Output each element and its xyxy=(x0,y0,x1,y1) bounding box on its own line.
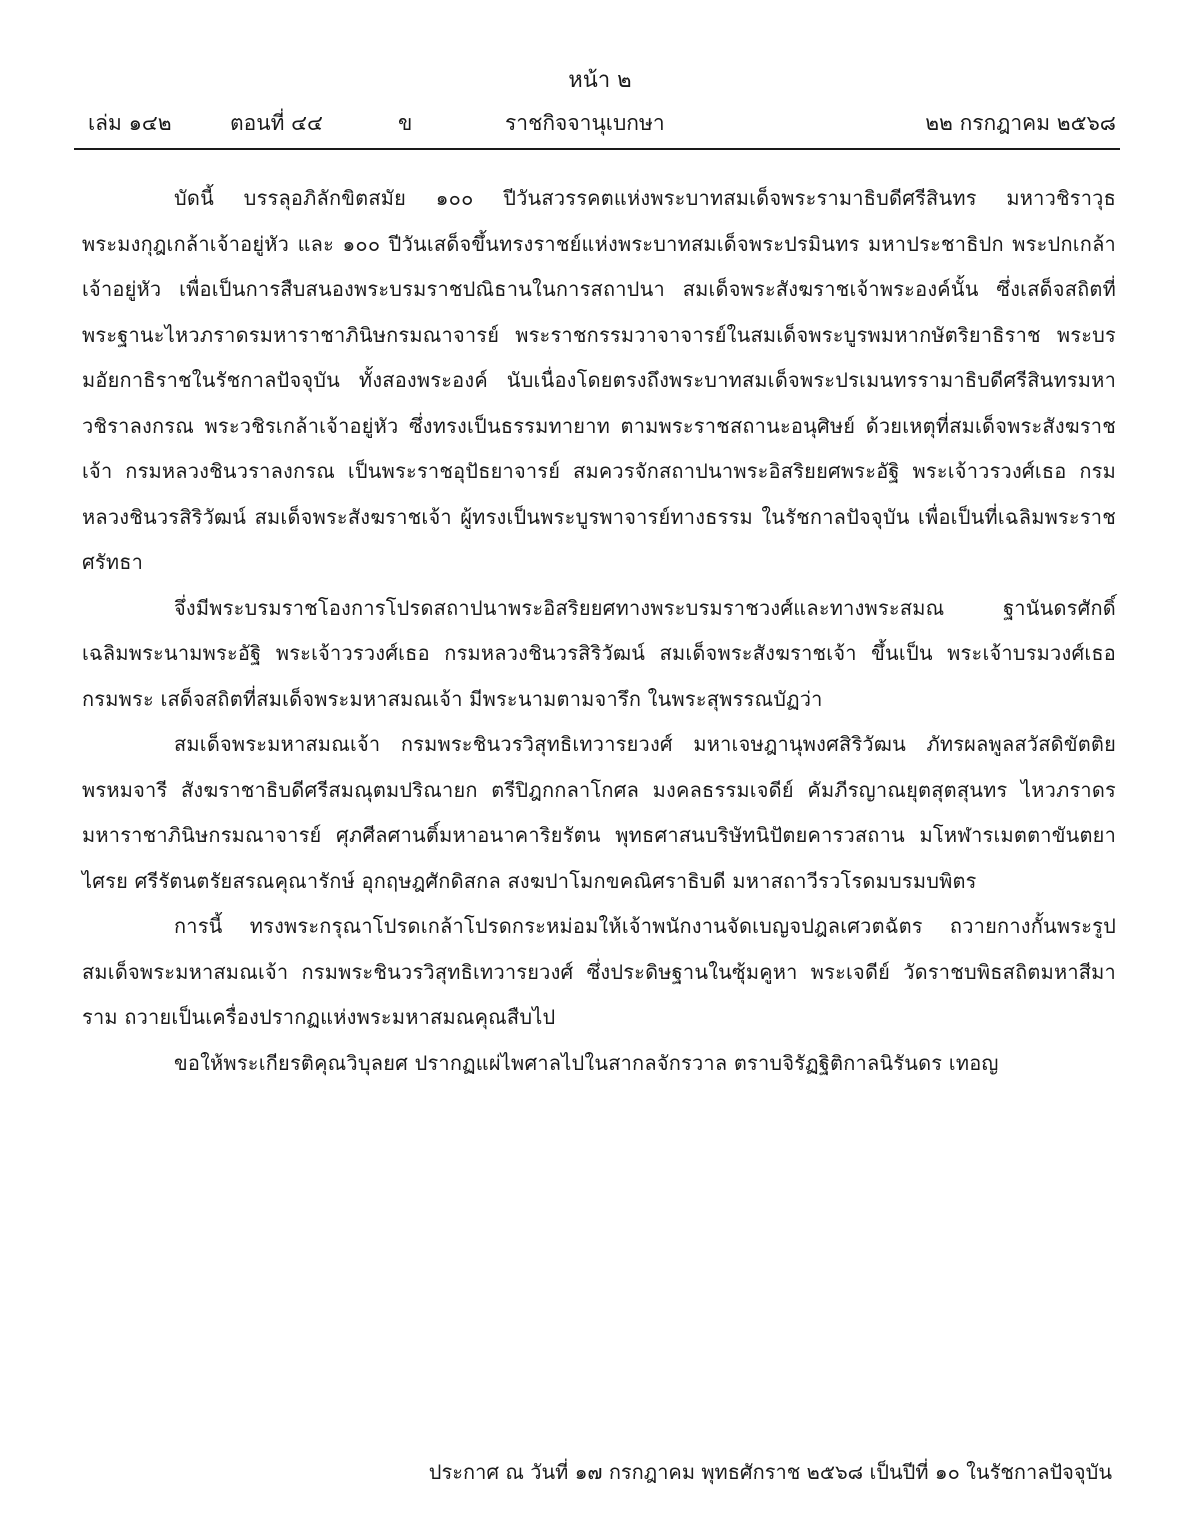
header-section: ข xyxy=(398,111,413,135)
header-issue: ตอนที่ ๔๔ xyxy=(230,111,323,135)
page-number: หน้า ๒ xyxy=(568,68,632,93)
header-date: ๒๒ กรกฎาคม ๒๕๖๘ xyxy=(925,111,1116,135)
header-volume: เล่ม ๑๔๒ xyxy=(88,111,172,135)
proclamation-date: ประกาศ ณ วันที่ ๑๗ กรกฎาคม พุทธศักราช ๒๕๖๘ เป็นปีที่ ๑๐ ในรัชกาลปัจจุบัน xyxy=(428,1460,1112,1484)
header-divider xyxy=(74,148,1120,150)
paragraph-blessing: ขอให้พระเกียรติคุณวิบุลยศ ปรากฏแผ่ไพศาลไปในสากลจักรวาล ตราบจิรัฏฐิติกาลนิรันดร เทอญ xyxy=(174,1050,999,1075)
paragraph-royal-command: จึ่งมีพระบรมราชโองการโปรดสถาปนาพระอิสริยยศทางพระบรมราชวงศ์และทางพระสมณ ฐานันดรศักดิ์ เฉลิมพระนามพระอัฐิ พระเจ้าวรวงศ์เธอ กรมหลวงชินวรสิริวัฒน์ สมเด็จพระสังฆราชเจ้า ขึ้นเป็น พระเจ้าบรมวงศ์เธอ กรมพระ เสด็จสถิตที่สมเด็จพระมหาสมณเจ้า มีพระนามตามจารึก ในพระสุพรรณบัฏว่า xyxy=(82,595,1116,711)
paragraph-intro: บัดนี้ บรรลุอภิลักขิตสมัย ๑๐๐ ปีวันสวรรคตแห่งพระบาทสมเด็จพระรามาธิบดีศรีสินทร มหาวชิราวุธ พระมงกุฎเกล้าเจ้าอยู่หัว และ ๑๐๐ ปีวันเสด็จขึ้นทรงราชย์แห่งพระบาทสมเด็จพระปรมินทร มหาประชาธิปก พระปกเกล้าเจ้าอยู่หัว เพื่อเป็นการสืบสนองพระบรมราชปณิธานในการสถาปนา สมเด็จพระสังฆราชเจ้าพระองค์นั้น ซึ่งเสด็จสถิตที่พระฐานะไหวภราดรมหาราชาภินิษกรมณาจารย์ พระราชกรรมวาจาจารย์ในสมเด็จพระบูรพมหากษัตริยาธิราช พระบรมอัยกาธิราชในรัชกาลปัจจุบัน ทั้งสองพระองค์ นับเนื่องโดยตรงถึงพระบาทสมเด็จพระปรเมนทรรามาธิบดีศรีสินทรมหาวชิราลงกรณ พระวชิรเกล้าเจ้าอยู่หัว ซึ่งทรงเป็นธรรมทายาท ตามพระราชสถานะอนุศิษย์ ด้วยเหตุที่สมเด็จพระสังฆราชเจ้า กรมหลวงชินวราลงกรณ เป็นพระราชอุปัธยาจารย์ สมควรจักสถาปนาพระอิสริยยศพระอัฐิ พระเจ้าวรวงศ์เธอ กรมหลวงชินวรสิริวัฒน์ สมเด็จพระสังฆราชเจ้า ผู้ทรงเป็นพระบูรพาจารย์ทางธรรม ในรัชกาลปัจจุบัน เพื่อเป็นที่เฉลิมพระราชศรัทธา xyxy=(82,186,1116,574)
header-gazette-title: ราชกิจจานุเบกษา xyxy=(505,111,665,135)
paragraph-title-name: สมเด็จพระมหาสมณเจ้า กรมพระชินวรวิสุทธิเทวารยวงศ์ มหาเจษฎานุพงศสิริวัฒน ภัทรผลพูลสวัสดิขัตติยพรหมจารี สังฆราชาธิบดีศรีสมณุตมปริณายก ตรีปิฎกกลาโกศล มงคลธรรมเจดีย์ คัมภีรญาณยุตสุตสุนทร ไหวภราดรมหาราชาภินิษกรมณาจารย์ ศุภศีลศานติ์มหาอนาคาริยรัตน พุทธศาสนบริษัทนิปัตยคารวสถาน มโหฬารเมตตาขันตยาไศรย ศรีรัตนตรัยสรณคุณารักษ์ อุกฤษฎศักดิสกล สงฆปาโมกขคณิศราธิบดี มหาสถาวีรวโรดมบรมบพิตร xyxy=(82,732,1116,893)
gazette-header xyxy=(80,108,1120,144)
announcement-body xyxy=(82,176,1116,1086)
paragraph-umbrella: การนี้ ทรงพระกรุณาโปรดเกล้าโปรดกระหม่อมให้เจ้าพนักงานจัดเบญจปฎลเศวตฉัตร ถวายกางกั้นพระรูปสมเด็จพระมหาสมณเจ้า กรมพระชินวรวิสุทธิเทวารยวงศ์ ซึ่งประดิษฐานในซุ้มคูหา พระเจดีย์ วัดราชบพิธสถิตมหาสีมาราม ถวายเป็นเครื่องปรากฏแห่งพระมหาสมณคุณสืบไป xyxy=(82,914,1116,1029)
